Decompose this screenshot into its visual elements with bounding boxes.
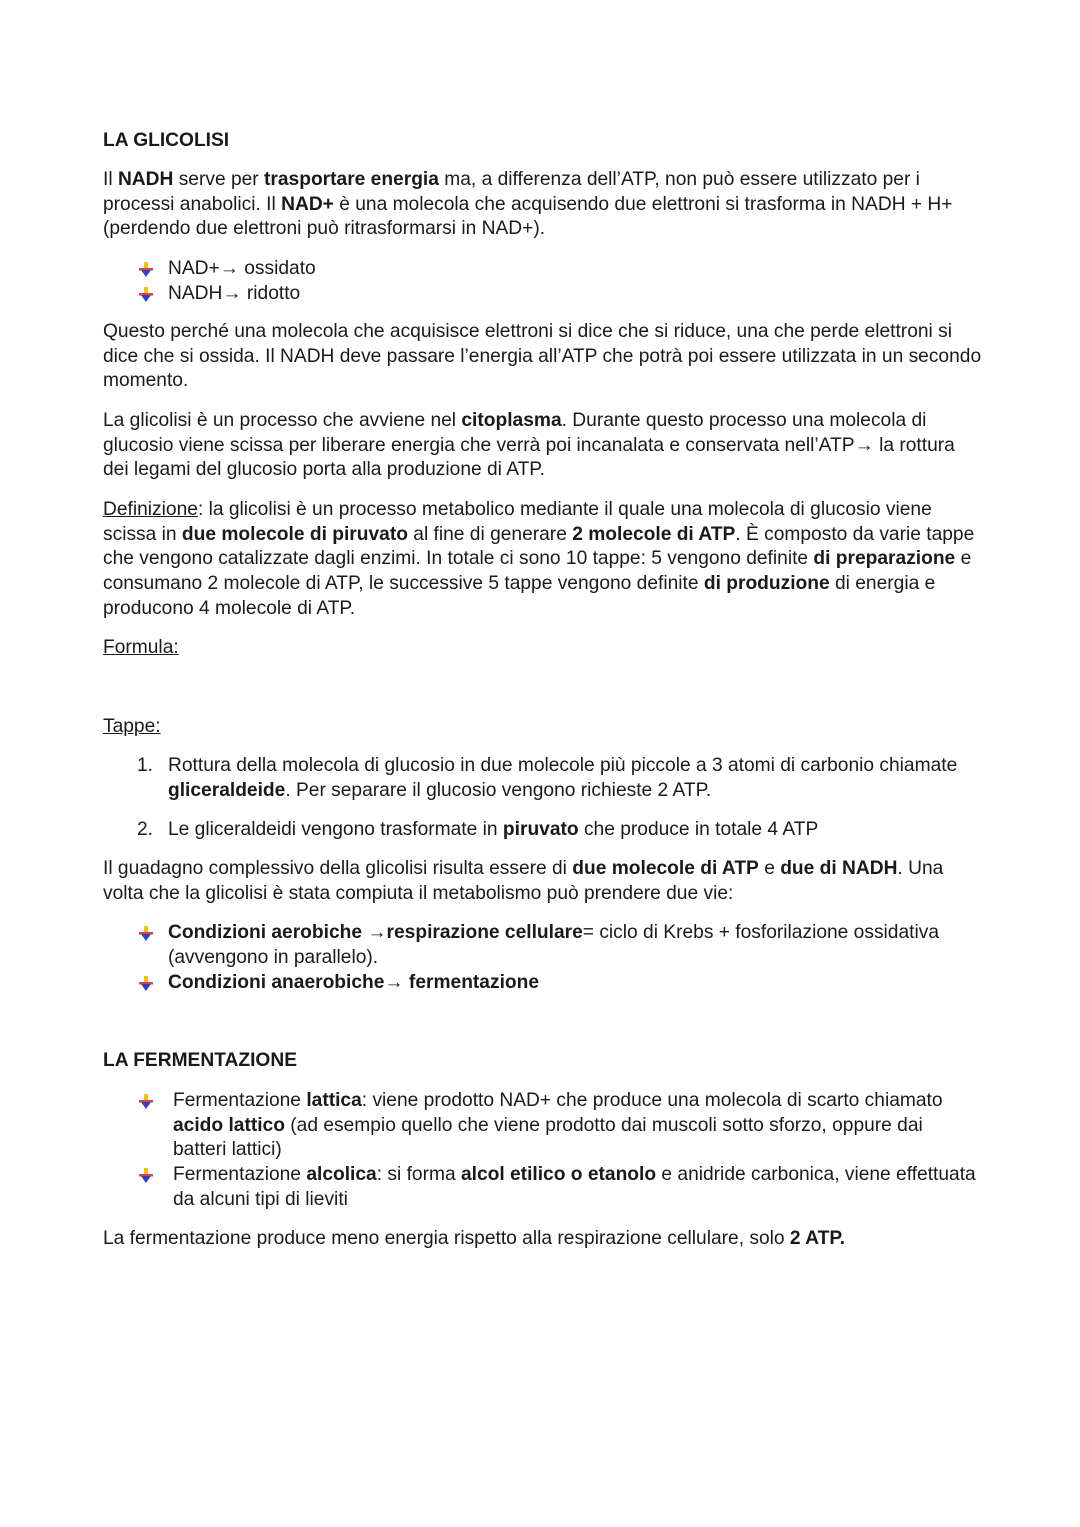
bold-text: 2 molecole di ATP xyxy=(572,523,736,545)
list-item-text xyxy=(168,754,977,803)
text-run: serve per xyxy=(173,169,265,190)
list-item-text xyxy=(173,1089,978,1163)
list-item-text xyxy=(168,921,978,970)
bold-text: gliceraldeide xyxy=(168,779,286,801)
bold-text: respirazione cellulare xyxy=(386,922,583,943)
text-run: Il xyxy=(103,169,118,190)
bold-text: alcol etilico o etanolo xyxy=(460,1164,657,1185)
arrow-down-bullet-icon xyxy=(138,1167,154,1183)
list-item-text xyxy=(168,971,978,996)
heading-fermentazione: LA FERMENTAZIONE xyxy=(103,1050,297,1071)
text-run: Questo perché una molecola che acquisisce elettroni si dice che si riduce, una che perde elettroni si dice che si ossida. Il NADH deve passare l’energia all’ATP che potrà poi essere utilizzata in un secondo momento. xyxy=(103,321,982,392)
text-run: Le gliceraldeidi vengono trasformate in xyxy=(168,819,503,840)
text-run: che produce in totale 4 ATP xyxy=(578,819,819,840)
list-item-text xyxy=(168,282,978,307)
bold-text: di preparazione xyxy=(813,548,956,570)
bold-text: due di NADH xyxy=(780,858,898,879)
bold-text: alcolica xyxy=(306,1164,377,1185)
underlined-text: Definizione xyxy=(103,499,198,520)
bold-text: piruvato xyxy=(502,819,579,840)
list-item xyxy=(138,1163,978,1212)
paragraph-conclusione xyxy=(103,1227,983,1252)
text-run: Rottura della molecola di glucosio in due molecole più piccole a 3 atomi di carbonio chiamate xyxy=(168,755,958,776)
text-run: e consumano 2 molecole di ATP, le successive 5 tappe vengono definite xyxy=(103,548,972,595)
bold-text: due molecole di ATP xyxy=(572,858,759,879)
text-run: (ad esempio quello che viene prodotto dai muscoli sotto sforzo, oppure dai batteri lattici) xyxy=(173,1114,923,1161)
paragraph-definizione xyxy=(103,498,983,622)
list-item-text xyxy=(168,257,978,282)
formula-label xyxy=(103,636,983,661)
bold-text: NADH xyxy=(117,169,174,190)
arrow-down-bullet-icon xyxy=(138,975,154,991)
paragraph-citoplasma xyxy=(103,409,983,483)
text-run: → xyxy=(367,922,387,943)
bold-text: NAD+ xyxy=(281,193,334,215)
paragraph-ossidoriduzione xyxy=(103,320,983,394)
bold-text: Condizioni aerobiche xyxy=(168,922,368,943)
list-number: 1. xyxy=(137,755,154,776)
paragraph-nadh xyxy=(103,168,983,242)
text-run: ma, a differenza dell’ATP, non può essere utilizzato per i processi anabolici. Il xyxy=(103,169,920,215)
bold-text: acido lattico xyxy=(173,1114,285,1136)
tappe-label xyxy=(103,715,983,740)
text-run: . Per separare il glucosio vengono richieste 2 ATP. xyxy=(285,779,712,801)
text-run: La fermentazione produce meno energia rispetto alla respirazione cellulare, solo xyxy=(103,1228,790,1249)
list-item-tappa-2 xyxy=(137,818,977,843)
arrow-down-bullet-icon xyxy=(138,286,154,302)
text-run: NAD+→ ossidato xyxy=(168,258,316,279)
list-item xyxy=(138,921,978,970)
text-run: è una molecola che acquisendo due elettroni si trasforma in NADH + H+ (perdendo due elettroni può ritrasformarsi in NAD+). xyxy=(103,193,953,240)
text-run: . È composto da varie tappe che vengono catalizzate dagli enzimi. In totale ci sono 10 tappe: 5 vengono definite xyxy=(103,523,975,570)
bold-text: di produzione xyxy=(703,573,830,595)
arrow-down-bullet-icon xyxy=(138,1093,154,1109)
text-run: = ciclo di Krebs + fosforilazione ossidativa (avvengono in parallelo). xyxy=(168,922,939,968)
underlined-text: Formula: xyxy=(103,637,179,658)
bold-text: citoplasma xyxy=(461,410,562,431)
list-item-text xyxy=(168,818,977,843)
text-run: : viene prodotto NAD+ che produce una molecola di scarto chiamato xyxy=(361,1090,943,1111)
bold-text: trasportare energia xyxy=(264,169,439,190)
heading-glicolisi: LA GLICOLISI xyxy=(103,130,230,151)
text-run: e xyxy=(758,858,781,879)
text-run: . Durante questo processo una molecola di glucosio viene scissa per liberare energia che verrà poi incanalata e conservata nell’ATP→ la rottura dei legami del glucosio porta alla produzione di ATP. xyxy=(103,410,955,481)
bold-text: lattica xyxy=(306,1090,362,1111)
list-item-text xyxy=(173,1163,978,1212)
text-run: . Una volta che la glicolisi è stata compiuta il metabolismo può prendere due vie: xyxy=(103,858,944,904)
paragraph-guadagno xyxy=(103,857,983,906)
text-run: Fermentazione xyxy=(173,1090,307,1111)
list-item-tappa-1 xyxy=(137,754,977,803)
underlined-text: Tappe: xyxy=(103,716,161,737)
text-run: : la glicolisi è un processo metabolico mediante il quale una molecola di glucosio viene scissa in xyxy=(103,499,932,545)
text-run: di energia e producono 4 molecole di ATP. xyxy=(103,573,936,619)
list-item xyxy=(138,257,978,282)
text-run: NADH→ ridotto xyxy=(168,283,301,304)
list-item xyxy=(138,1089,978,1163)
bold-text: Condizioni anaerobiche→ fermentazione xyxy=(168,972,540,993)
text-run: Fermentazione xyxy=(173,1164,307,1185)
arrow-down-bullet-icon xyxy=(138,261,154,277)
text-run: Il guadagno complessivo della glicolisi risulta essere di xyxy=(103,858,573,879)
list-item xyxy=(138,971,978,996)
text-run: al fine di generare xyxy=(407,523,573,545)
list-item xyxy=(138,282,978,307)
arrow-down-bullet-icon xyxy=(138,925,154,941)
bold-text: 2 ATP. xyxy=(789,1228,845,1249)
list-number: 2. xyxy=(137,819,154,840)
text-run: : si forma xyxy=(376,1164,461,1185)
text-run: e anidride carbonica, viene effettuata da alcuni tipi di lieviti xyxy=(173,1164,976,1210)
bold-text: due molecole di piruvato xyxy=(181,523,408,545)
text-run: La glicolisi è un processo che avviene nel xyxy=(103,410,462,431)
